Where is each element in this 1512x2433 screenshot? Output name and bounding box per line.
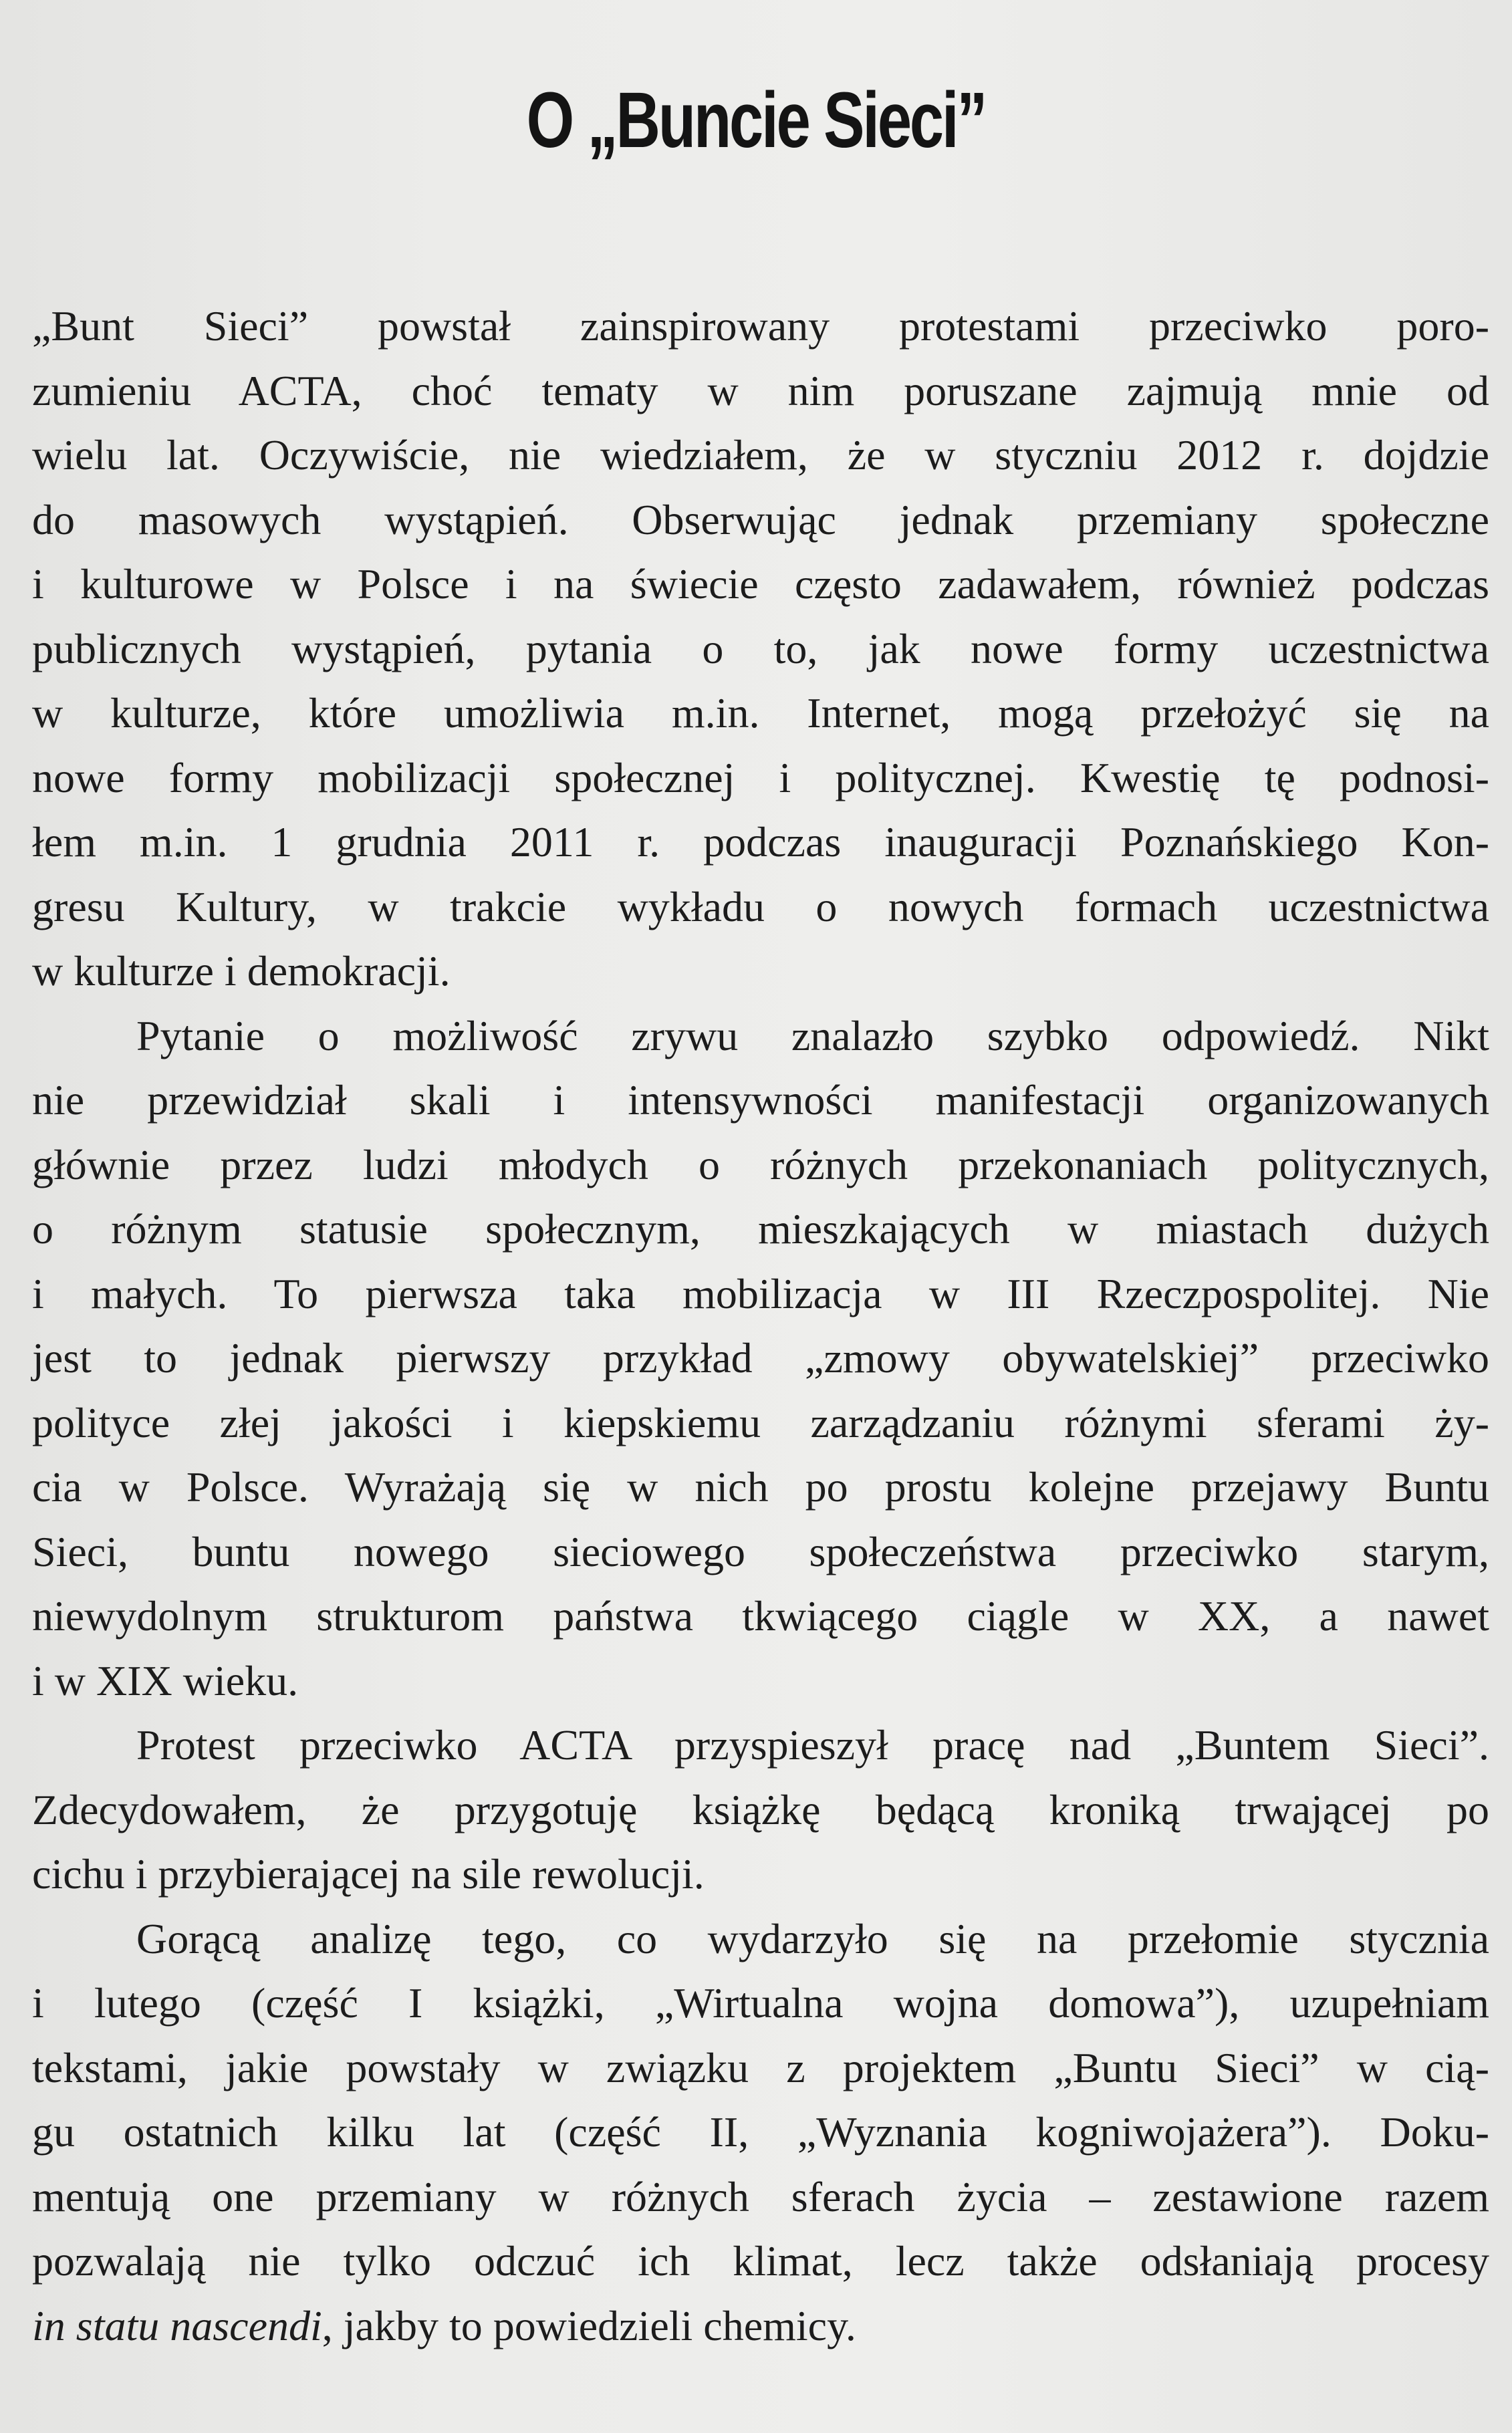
text-line: Gorącą analizę tego, co wydarzyło się na przełomie stycznia <box>136 1914 1489 1962</box>
text-line: i kulturowe w Polsce i na świecie często zadawałem, również podczas <box>32 560 1489 608</box>
text-line: cichu i przybierającej na sile rewolucji. <box>32 1850 705 1898</box>
text-line: o różnym statusie społecznym, mieszkających w miastach dużych <box>32 1205 1489 1253</box>
text-line: nowe formy mobilizacji społecznej i politycznej. Kwestię tę podnosi- <box>32 753 1489 801</box>
text-line: nie przewidział skali i intensywności manifestacji organizowanych <box>32 1076 1489 1124</box>
text-line: gresu Kultury, w trakcie wykładu o nowych formach uczestnictwa <box>32 882 1489 930</box>
text-line: w kulturze i demokracji. <box>32 947 451 995</box>
body-text <box>32 294 1489 2358</box>
text-line: polityce złej jakości i kiepskiemu zarządzaniu różnymi sferami ży- <box>32 1398 1489 1446</box>
page-title: O „Buncie Sieci” <box>526 76 986 164</box>
text-line: i w XIX wieku. <box>32 1656 299 1704</box>
text-line: gu ostatnich kilku lat (część II, „Wyznania kogniwojażera”). Doku- <box>32 2108 1489 2156</box>
text-line: głównie przez ludzi młodych o różnych przekonaniach politycznych, <box>32 1140 1489 1188</box>
text-line: i małych. To pierwsza taka mobilizacja w III Rzeczpospolitej. Nie <box>32 1269 1489 1317</box>
text-line: pozwalają nie tylko odczuć ich klimat, lecz także odsłaniają procesy <box>32 2237 1489 2285</box>
text-line: wielu lat. Oczywiście, nie wiedziałem, że w styczniu 2012 r. dojdzie <box>32 431 1489 479</box>
text-line: zumieniu ACTA, choć tematy w nim poruszane zajmują mnie od <box>32 366 1489 414</box>
text-line: niewydolnym strukturom państwa tkwiącego ciągle w XX, a nawet <box>32 1592 1489 1640</box>
text-line: Sieci, buntu nowego sieciowego społeczeństwa przeciwko starym, <box>32 1527 1489 1575</box>
text-line: tekstami, jakie powstały w związku z projektem „Buntu Sieci” w cią- <box>32 2043 1489 2091</box>
text-line: Zdecydowałem, że przygotuję książkę będącą kroniką trwającej po <box>32 1785 1489 1833</box>
latin-phrase: in statu nascendi <box>32 2301 322 2349</box>
text-line-rest: , jakby to powiedzieli chemicy. <box>322 2301 856 2349</box>
text-line: publicznych wystąpień, pytania o to, jak nowe formy uczestnictwa <box>32 624 1489 672</box>
text-line: Pytanie o możliwość zrywu znalazło szybko odpowiedź. Nikt <box>136 1011 1489 1059</box>
text-line: „Bunt Sieci” powstał zainspirowany protestami przeciwko poro- <box>32 302 1489 350</box>
text-line: mentują one przemiany w różnych sferach życia – zestawione razem <box>32 2172 1489 2220</box>
text-line: do masowych wystąpień. Obserwując jednak przemiany społeczne <box>32 495 1489 543</box>
text-line: Protest przeciwko ACTA przyspieszył pracę nad „Buntem Sieci”. <box>136 1721 1489 1769</box>
text-line: i lutego (część I książki, „Wirtualna wojna domowa”), uzupełniam <box>32 1979 1489 2027</box>
text-line: cia w Polsce. Wyrażają się w nich po prostu kolejne przejawy Buntu <box>32 1463 1489 1511</box>
text-line-final <box>32 2294 1489 2359</box>
text-line: w kulturze, które umożliwia m.in. Internet, mogą przełożyć się na <box>32 689 1489 737</box>
text-line: jest to jednak pierwszy przykład „zmowy obywatelskiej” przeciwko <box>32 1334 1489 1382</box>
text-line: łem m.in. 1 grudnia 2011 r. podczas inauguracji Poznańskiego Kon- <box>32 818 1489 866</box>
